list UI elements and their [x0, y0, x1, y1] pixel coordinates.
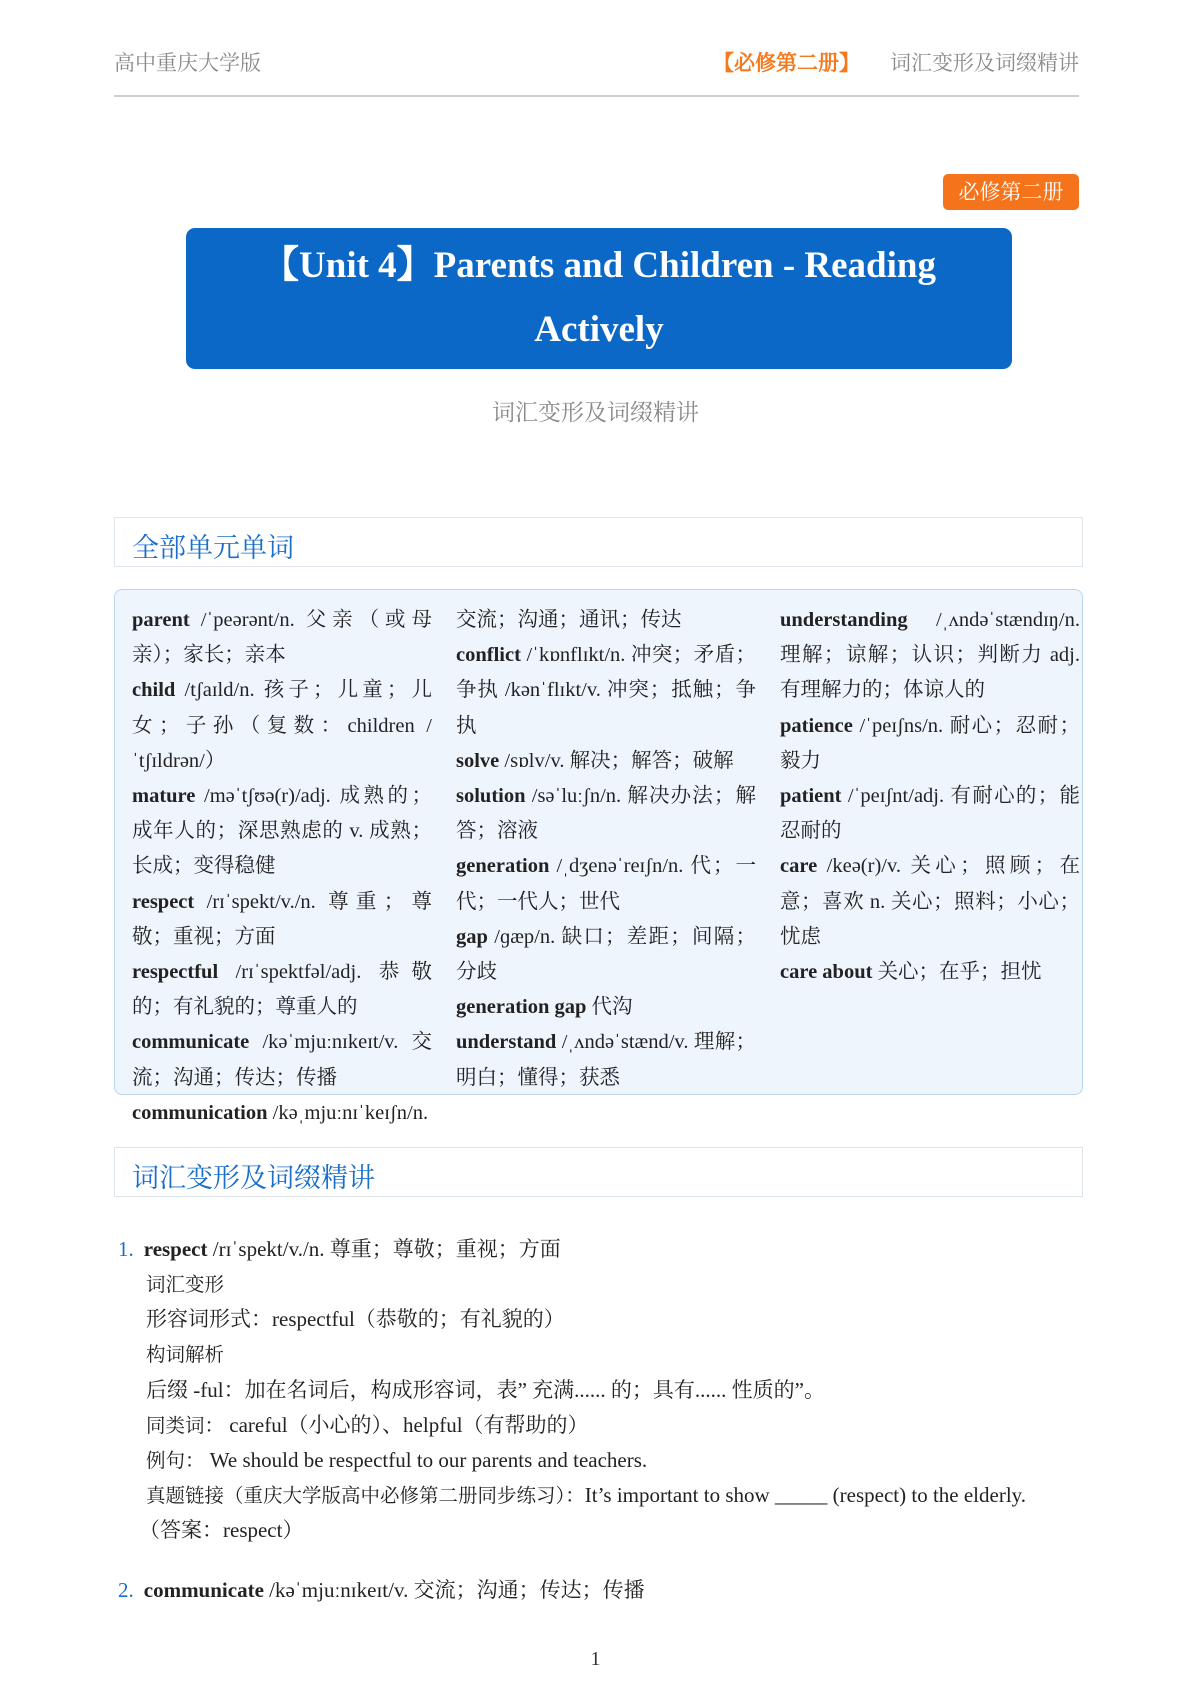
header-right	[713, 47, 1079, 77]
vocab-entry: care /keə(r)/v. 关心；照顾；在意；喜欢 n. 关心；照料；小心；忧虑	[780, 855, 1080, 948]
entry-word: respect	[143, 1237, 208, 1261]
example-sentence: 例句： We should be respectful to our parents and teachers.	[146, 1448, 648, 1473]
page-subtitle: 词汇变形及词缀精讲	[492, 400, 699, 426]
vocab-entry: patient /ˈpeɪʃnt/adj. 有耐心的；能忍耐的	[780, 785, 1080, 843]
section-heading-morphology	[114, 1147, 1083, 1197]
vocab-entry: understand /ˌʌndəˈstænd/v. 理解；明白；懂得；获悉	[456, 1031, 756, 1089]
header-topic: 词汇变形及词缀精讲	[890, 51, 1079, 75]
book-badge: 必修第二册	[943, 174, 1079, 210]
entry-definition: /rɪˈspekt/v./n. 尊重；尊敬；重视；方面	[207, 1237, 561, 1261]
similar-words: 同类词： careful（小心的）、helpful（有帮助的）	[146, 1412, 589, 1437]
vocab-column-3	[780, 603, 1080, 990]
vocab-entry: parent /ˈpeərənt/n. 父亲（或母亲）；家长；亲本	[132, 609, 432, 667]
vocab-entry: 交流；沟通；通讯；传达	[456, 609, 682, 631]
vocab-entry: generation /ˌdʒenəˈreɪʃn/n. 代；一代；一代人；世代	[456, 855, 756, 913]
vocab-column-1	[132, 603, 432, 1131]
vocab-entry: solution /səˈluːʃn/n. 解决办法；解答；溶液	[456, 785, 756, 843]
section-heading-label: 词汇变形及词缀精讲	[132, 1163, 375, 1194]
entry-number: 2.	[118, 1577, 134, 1602]
vocab-entry: respect /rɪˈspekt/v./n. 尊重；尊敬；重视；方面	[132, 890, 432, 948]
vocab-entry: conflict /ˈkɒnflɪkt/n. 冲突；矛盾；争执 /kənˈflɪkt/v. 冲突；抵触；争执	[456, 644, 756, 737]
unit-title-line2: Actively	[534, 309, 664, 350]
analysis-label: 构词解析	[146, 1343, 225, 1367]
forms-label: 词汇变形	[146, 1273, 225, 1296]
vocabulary-box	[114, 589, 1083, 1124]
word-entries	[118, 1232, 1088, 1608]
header-series: 高中重庆大学版	[114, 51, 261, 75]
vocab-entry: gap /ɡæp/n. 缺口；差距；间隔；分歧	[456, 925, 756, 984]
page-number: 1	[590, 1648, 601, 1670]
entry-respect	[118, 1232, 1088, 1267]
forms-text: 形容词形式：respectful（恭敬的；有礼貌的）	[146, 1307, 565, 1332]
section-heading-label: 全部单元单词	[132, 533, 294, 564]
vocab-entry: understanding /ˌʌndəˈstændɪŋ/n. 理解；谅解；认识；判断力 adj. 有理解力的；体谅人的	[780, 609, 1080, 702]
entry-word: communicate	[143, 1577, 264, 1602]
vocab-entry: solve /sɒlv/v. 解决；解答；破解	[456, 749, 734, 772]
vocab-entry: care about 关心；在乎；担忧	[780, 961, 1042, 984]
vocab-column-2	[456, 603, 756, 1096]
vocab-entry: communication /kəˌmjuːnɪˈkeɪʃn/n.	[132, 1101, 429, 1124]
vocab-entry: respectful /rɪˈspektfəl/adj. 恭敬的；有礼貌的；尊重人的	[132, 961, 432, 1019]
section-heading-all-words	[114, 517, 1083, 567]
entry-definition: /kəˈmjuːnɪkeɪt/v. 交流；沟通；传达；传播	[263, 1577, 645, 1602]
vocab-entry: generation gap 代沟	[456, 996, 633, 1019]
header-divider	[114, 95, 1079, 97]
exam-link: 真题链接（重庆大学版高中必修第二册同步练习）：It’s important to show _____ (respect) to the elderly.	[146, 1483, 1027, 1508]
analysis-text: 后缀 -ful：加在名词后，构成形容词，表” 充满...... 的；具有...... 性质的”。	[146, 1377, 825, 1402]
entry-communicate	[118, 1573, 1088, 1608]
exam-answer: （答案：respect）	[139, 1518, 304, 1543]
entry-number: 1.	[118, 1237, 134, 1261]
vocab-entry: communicate /kəˈmjuːnɪkeɪt/v. 交流；沟通；传达；传播	[132, 1031, 432, 1089]
vocab-entry: mature /məˈtʃʊə(r)/adj. 成熟的；成年人的；深思熟虑的 v. 成熟；长成；变得稳健	[132, 785, 432, 878]
vocab-entry: child /tʃaɪld/n. 孩子；儿童；儿女；子孙（复数：children /ˈtʃɪldrən/）	[132, 679, 432, 772]
vocab-entry: patience /ˈpeɪʃns/n. 耐心；忍耐；毅力	[780, 714, 1080, 772]
header-book-tag: 【必修第二册】	[713, 51, 860, 75]
unit-title-banner	[186, 228, 1012, 369]
unit-title-line1: 【Unit 4】Parents and Children - Reading	[262, 245, 936, 286]
